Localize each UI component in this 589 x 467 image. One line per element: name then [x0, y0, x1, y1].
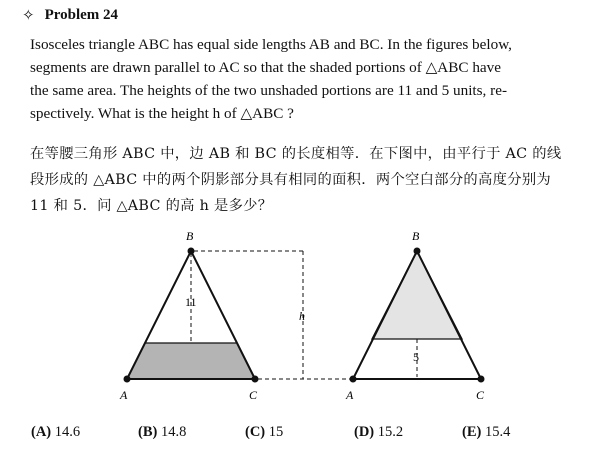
vertex-dot — [478, 376, 485, 383]
vertex-dot — [350, 376, 357, 383]
answer-option-a[interactable] — [31, 424, 80, 441]
right-triangle — [345, 229, 485, 402]
triangle-figure — [0, 222, 589, 412]
answer-key: (A) — [31, 424, 52, 440]
answer-option-e[interactable] — [462, 424, 510, 441]
answer-key: (E) — [462, 424, 482, 440]
problem-text-english — [30, 33, 572, 125]
vertex-label-a: A — [346, 388, 354, 402]
text-line: spectively. What is the height h of △ABC ? — [30, 105, 294, 122]
four-point-star-icon: ✧ — [22, 8, 35, 24]
vertex-label-a: A — [120, 388, 128, 402]
vertex-dot — [188, 248, 195, 255]
right-shaded-top-triangle — [372, 251, 462, 339]
text-line: 11 和 5．问 △ABC 的高 h 是多少？ — [30, 198, 273, 214]
answer-value: 14.6 — [54, 424, 81, 440]
text-line: 段形成的 △ABC 中的两个阴影部分具有相同的面积．两个空白部分的高度分别为 — [30, 172, 552, 188]
answer-key: (B) — [138, 424, 158, 440]
answer-key: (D) — [354, 424, 375, 440]
answer-key: (C) — [245, 424, 266, 440]
left-shaded-trapezoid — [127, 343, 255, 379]
vertex-label-c: C — [249, 388, 258, 402]
vertex-dot — [414, 248, 421, 255]
height-label-h: h — [299, 309, 305, 323]
height-label-5: 5 — [413, 350, 419, 364]
vertex-dot — [252, 376, 259, 383]
text-line: segments are drawn parallel to AC so that the shaded portions of △ABC have — [30, 59, 501, 76]
text-line: Isosceles triangle ABC has equal side lengths AB and BC. In the figures below, — [30, 36, 512, 53]
vertex-label-b: B — [412, 229, 420, 243]
answer-choices — [0, 424, 589, 446]
problem-text-chinese — [30, 141, 572, 219]
answer-option-b[interactable] — [138, 424, 186, 441]
height-label-11: 11 — [185, 295, 197, 309]
answer-value: 15 — [268, 424, 284, 440]
left-triangle — [119, 229, 259, 402]
problem-title: Problem 24 — [44, 7, 119, 23]
text-line: the same area. The heights of the two unshaded portions are 11 and 5 units, re- — [30, 82, 508, 99]
vertex-label-b: B — [186, 229, 194, 243]
answer-value: 15.4 — [484, 424, 511, 440]
answer-option-d[interactable] — [354, 424, 403, 441]
problem-header — [22, 6, 118, 25]
vertex-dot — [124, 376, 131, 383]
text-line: 在等腰三角形 ABC 中，边 AB 和 BC 的长度相等．在下图中，由平行于 AC 的线 — [30, 146, 562, 162]
answer-option-c[interactable] — [245, 424, 283, 441]
vertex-label-c: C — [476, 388, 485, 402]
answer-value: 14.8 — [160, 424, 187, 440]
answer-value: 15.2 — [377, 424, 404, 440]
